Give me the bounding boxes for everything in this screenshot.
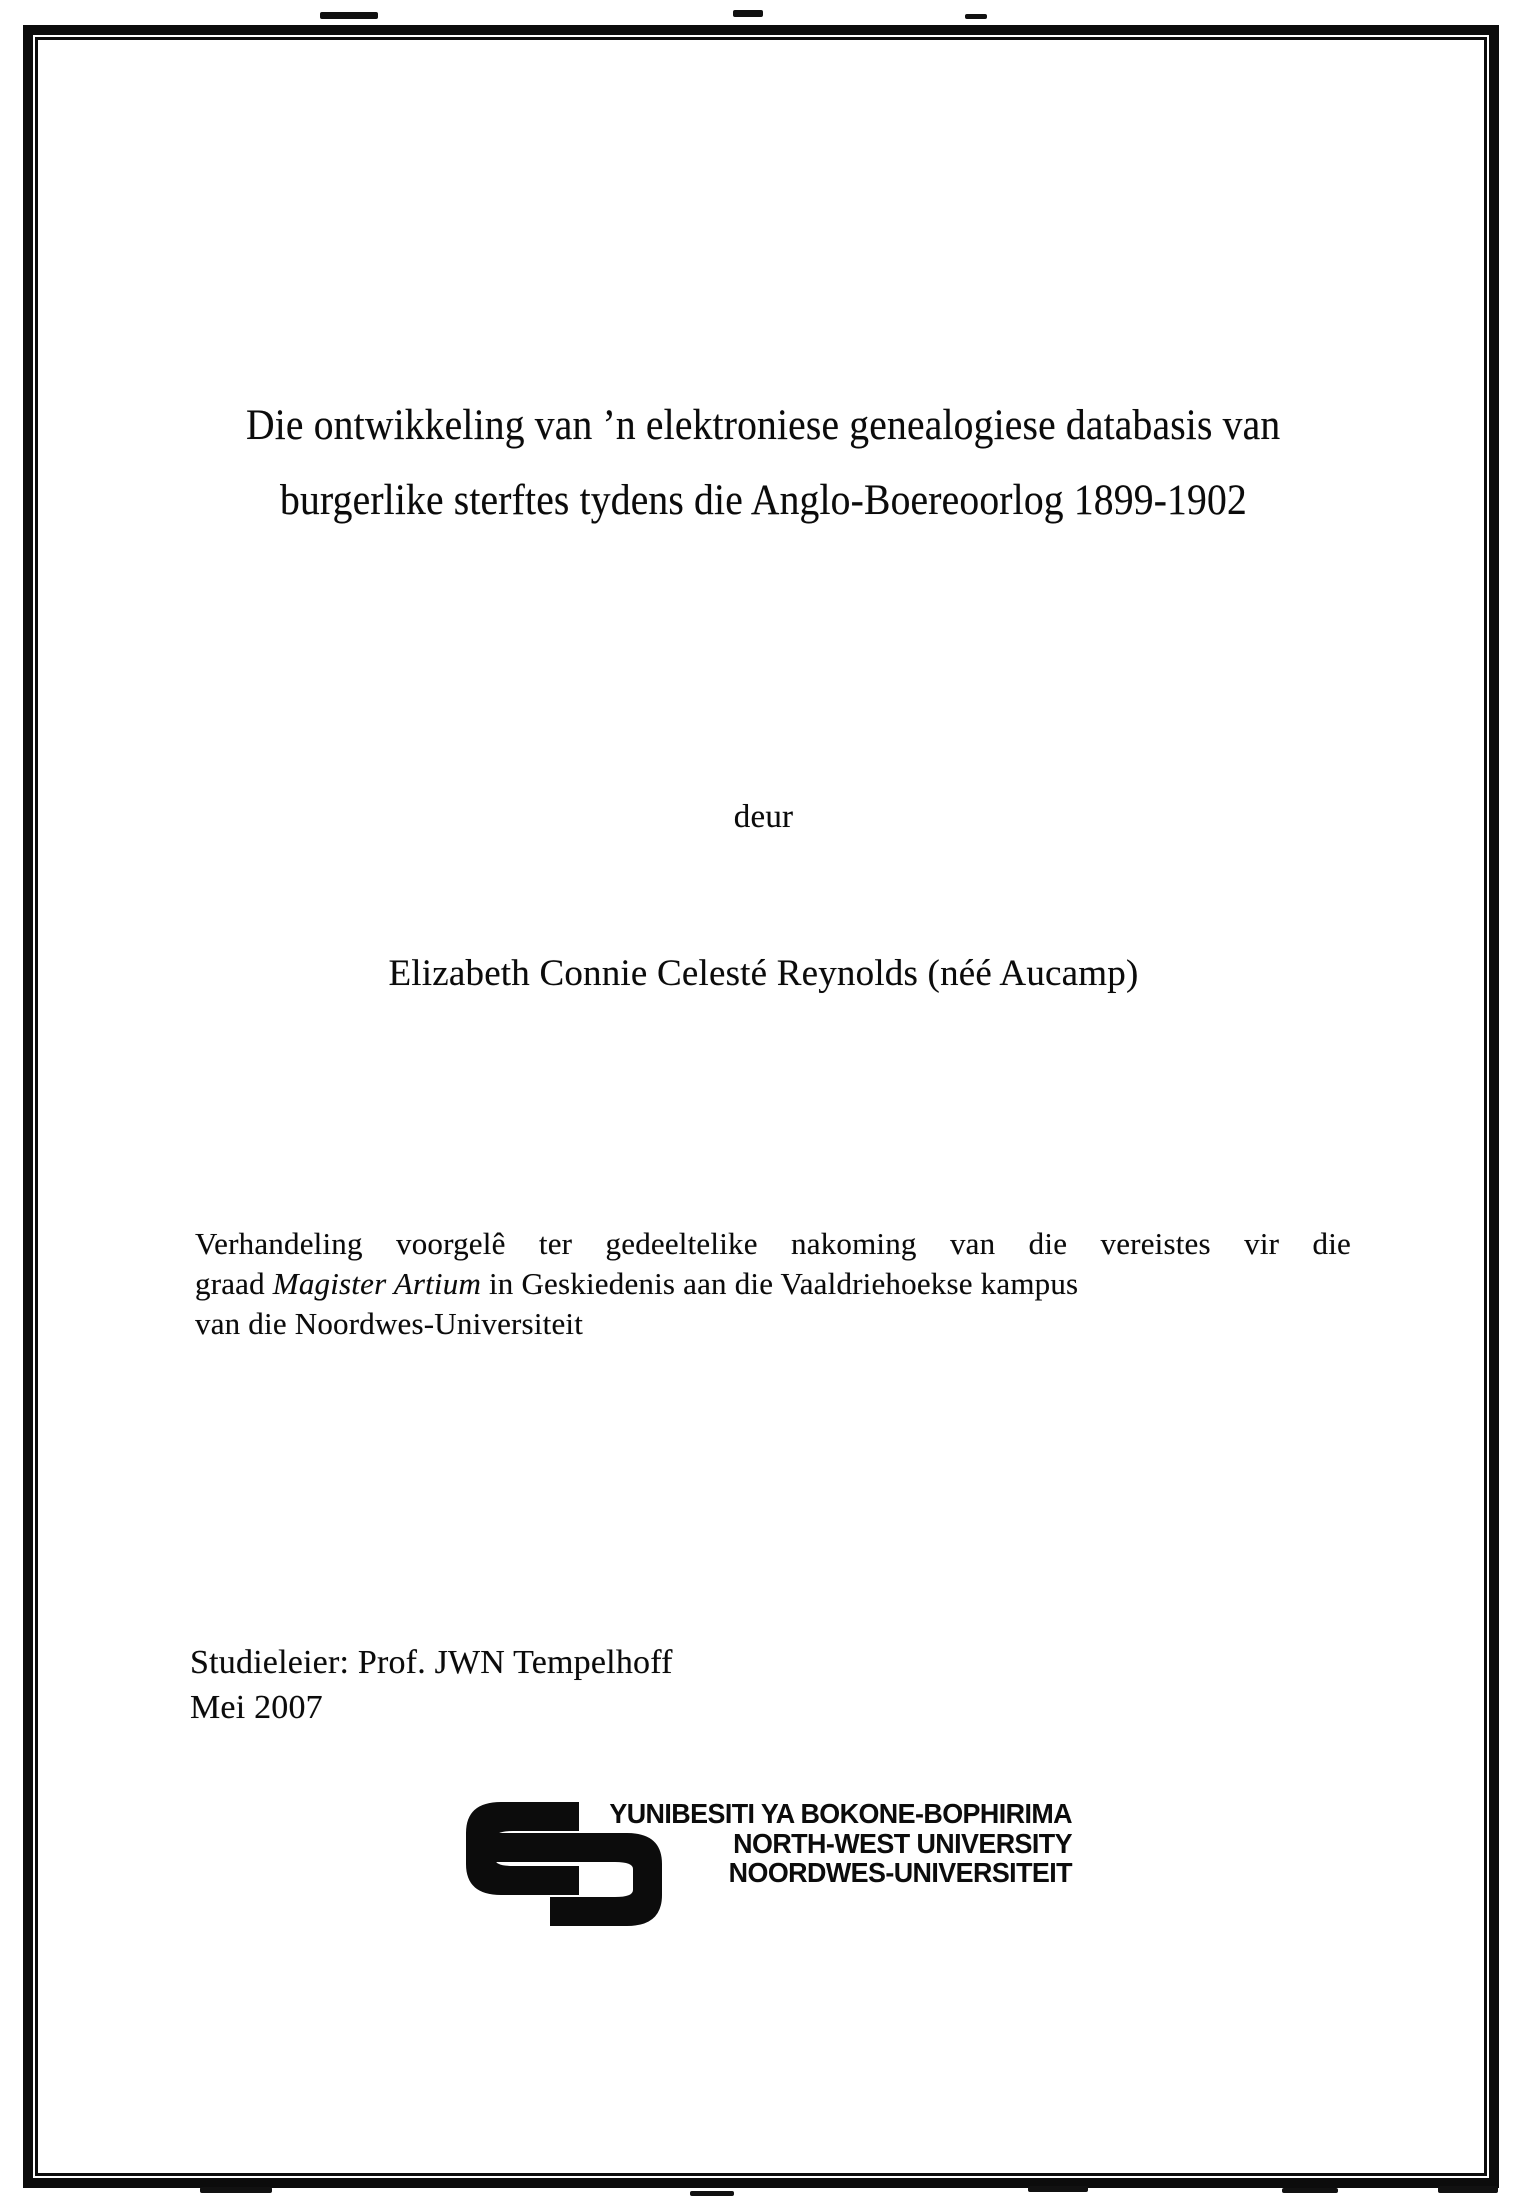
university-name-setswana: YUNIBESITI YA BOKONE-BOPHIRIMA bbox=[609, 1798, 1072, 1829]
statement-line-2 bbox=[195, 1264, 1351, 1304]
date-line: Mei 2007 bbox=[190, 1689, 323, 1726]
university-wordmark bbox=[590, 1799, 1072, 1888]
supervisor-block bbox=[190, 1640, 1090, 1730]
submission-statement bbox=[195, 1224, 1351, 1344]
scan-artifact bbox=[1438, 2186, 1498, 2193]
thesis-title-line-1: Die ontwikkeling van ’n elektroniese genealogiese databasis van bbox=[246, 402, 1281, 449]
scan-artifact bbox=[733, 10, 763, 17]
university-name-english: NORTH-WEST UNIVERSITY bbox=[733, 1827, 1072, 1859]
byline-deur: deur bbox=[733, 799, 794, 835]
thesis-title-line-2: burgerlike sterftes tydens die Anglo-Boereoorlog 1899-1902 bbox=[280, 477, 1247, 524]
statement-line-1: Verhandeling voorgelê ter gedeeltelike nakoming van die vereistes vir die bbox=[195, 1226, 1351, 1261]
scan-artifact bbox=[965, 14, 987, 19]
thesis-title bbox=[186, 388, 1341, 538]
scan-artifact bbox=[690, 2191, 734, 2196]
scan-artifact bbox=[1028, 2186, 1088, 2192]
scan-artifact bbox=[1282, 2188, 1338, 2193]
supervisor-line: Studieleier: Prof. JWN Tempelhoff bbox=[190, 1644, 673, 1681]
degree-name-italic: Magister Artium bbox=[272, 1266, 482, 1301]
scan-artifact bbox=[320, 12, 378, 19]
author-name: Elizabeth Connie Celesté Reynolds (néé Aucamp) bbox=[388, 953, 1139, 994]
university-name-afrikaans: NOORDWES-UNIVERSITEIT bbox=[728, 1857, 1072, 1888]
scan-artifact bbox=[200, 2187, 272, 2193]
statement-line-3: van die Noordwes-Universiteit bbox=[195, 1306, 584, 1341]
statement-line-2-pre: graad bbox=[195, 1266, 273, 1301]
statement-line-2-post: in Geskiedenis aan die Vaaldriehoekse kampus bbox=[481, 1266, 1079, 1301]
